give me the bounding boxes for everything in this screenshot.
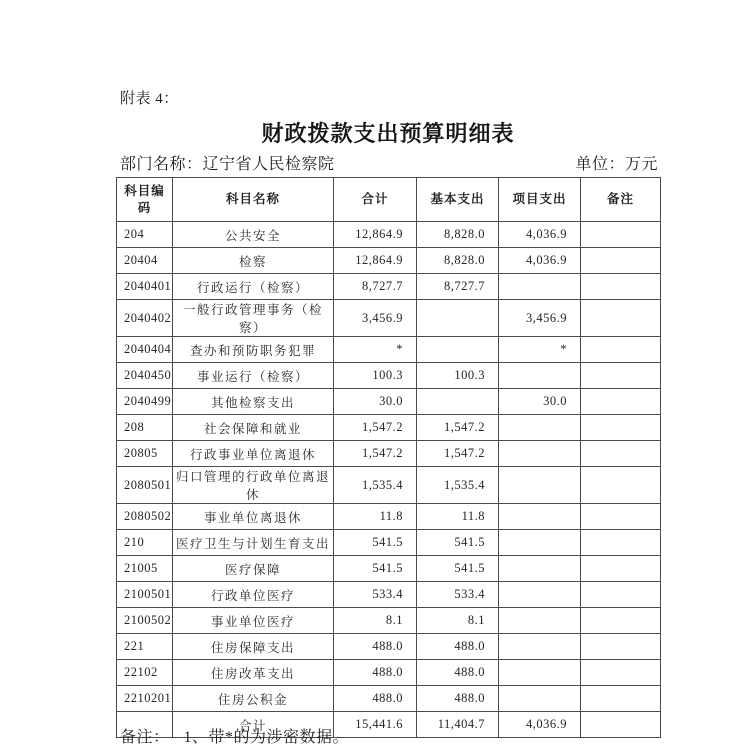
cell-name: 住房公积金 — [173, 686, 334, 712]
cell-note — [581, 608, 661, 634]
cell-name: 事业单位医疗 — [173, 608, 334, 634]
cell-code: 2080502 — [117, 504, 173, 530]
cell-name: 一般行政管理事务（检察） — [173, 300, 334, 337]
cell-note — [581, 582, 661, 608]
cell-code: 22102 — [117, 660, 173, 686]
footnote-label: 备注： — [120, 729, 170, 746]
cell-code: 221 — [117, 634, 173, 660]
cell-total: 15,441.6 — [334, 712, 417, 738]
table-row — [117, 300, 661, 337]
cell-project: 4,036.9 — [499, 712, 581, 738]
cell-name: 合计 — [173, 712, 334, 738]
cell-code: 2040404 — [117, 337, 173, 363]
cell-note — [581, 556, 661, 582]
cell-basic: 8.1 — [417, 608, 499, 634]
cell-note — [581, 222, 661, 248]
cell-code: 2040450 — [117, 363, 173, 389]
cell-total: 1,535.4 — [334, 467, 417, 504]
cell-name: 行政事业单位离退休 — [173, 441, 334, 467]
cell-basic: 488.0 — [417, 634, 499, 660]
cell-note — [581, 248, 661, 274]
cell-name: 住房保障支出 — [173, 634, 334, 660]
cell-basic: 8,828.0 — [417, 248, 499, 274]
cell-project — [499, 608, 581, 634]
cell-note — [581, 274, 661, 300]
cell-name: 事业单位离退休 — [173, 504, 334, 530]
cell-project: 3,456.9 — [499, 300, 581, 337]
cell-name: 检察 — [173, 248, 334, 274]
header-basic-expense: 基本支出 — [417, 178, 499, 222]
cell-basic: 541.5 — [417, 556, 499, 582]
cell-total: 1,547.2 — [334, 415, 417, 441]
cell-project: 30.0 — [499, 389, 581, 415]
cell-basic: 1,547.2 — [417, 441, 499, 467]
cell-total: 488.0 — [334, 686, 417, 712]
cell-code: 2040499 — [117, 389, 173, 415]
cell-code: 20404 — [117, 248, 173, 274]
cell-name: 公共安全 — [173, 222, 334, 248]
header-subject-code: 科目编码 — [117, 178, 173, 222]
cell-project — [499, 686, 581, 712]
cell-note — [581, 363, 661, 389]
cell-note — [581, 415, 661, 441]
cell-basic: 11.8 — [417, 504, 499, 530]
cell-name: 归口管理的行政单位离退休 — [173, 467, 334, 504]
cell-name: 其他检察支出 — [173, 389, 334, 415]
cell-name: 医疗卫生与计划生育支出 — [173, 530, 334, 556]
cell-total: 11.8 — [334, 504, 417, 530]
table-row — [117, 363, 661, 389]
cell-code: 20805 — [117, 441, 173, 467]
table-row — [117, 274, 661, 300]
cell-note — [581, 634, 661, 660]
page-title: 财政拨款支出预算明细表 — [261, 121, 515, 146]
cell-basic: 1,535.4 — [417, 467, 499, 504]
table-row — [117, 660, 661, 686]
table-header-row — [117, 178, 661, 222]
table-row — [117, 441, 661, 467]
table-row — [117, 634, 661, 660]
header-project-expense: 项目支出 — [499, 178, 581, 222]
cell-total: 8.1 — [334, 608, 417, 634]
department-name: 部门名称：辽宁省人民检察院 — [120, 156, 335, 173]
cell-name: 行政运行（检察） — [173, 274, 334, 300]
table-row — [117, 467, 661, 504]
cell-basic: 8,828.0 — [417, 222, 499, 248]
table-row — [117, 248, 661, 274]
cell-name: 行政单位医疗 — [173, 582, 334, 608]
cell-name: 医疗保障 — [173, 556, 334, 582]
table-row — [117, 337, 661, 363]
header-remark: 备注 — [581, 178, 661, 222]
unit-label: 单位：万元 — [575, 156, 658, 173]
cell-total: * — [334, 337, 417, 363]
cell-note — [581, 441, 661, 467]
cell-basic: 541.5 — [417, 530, 499, 556]
cell-basic: 11,404.7 — [417, 712, 499, 738]
cell-name: 事业运行（检察） — [173, 363, 334, 389]
cell-note — [581, 467, 661, 504]
cell-total: 8,727.7 — [334, 274, 417, 300]
cell-basic — [417, 389, 499, 415]
cell-note — [581, 300, 661, 337]
cell-project: 4,036.9 — [499, 222, 581, 248]
cell-code: 2080501 — [117, 467, 173, 504]
header-total: 合计 — [334, 178, 417, 222]
table-row — [117, 389, 661, 415]
cell-note — [581, 389, 661, 415]
cell-project — [499, 504, 581, 530]
footnote-text: 1、带*的为涉密数据。 — [183, 729, 350, 746]
cell-project — [499, 530, 581, 556]
cell-project — [499, 634, 581, 660]
cell-total: 488.0 — [334, 660, 417, 686]
meta-row — [116, 151, 660, 174]
cell-basic: 8,727.7 — [417, 274, 499, 300]
table-body — [117, 222, 661, 738]
cell-total: 12,864.9 — [334, 248, 417, 274]
cell-project — [499, 415, 581, 441]
cell-note — [581, 504, 661, 530]
cell-code: 2100502 — [117, 608, 173, 634]
cell-note — [581, 530, 661, 556]
cell-project — [499, 556, 581, 582]
cell-project: 4,036.9 — [499, 248, 581, 274]
cell-basic: 1,547.2 — [417, 415, 499, 441]
cell-basic: 100.3 — [417, 363, 499, 389]
cell-project — [499, 274, 581, 300]
cell-note — [581, 337, 661, 363]
cell-project — [499, 660, 581, 686]
cell-project — [499, 582, 581, 608]
budget-table — [116, 177, 661, 738]
cell-basic — [417, 337, 499, 363]
table-row — [117, 504, 661, 530]
footnote — [120, 724, 349, 747]
cell-project — [499, 467, 581, 504]
table-row — [117, 582, 661, 608]
cell-basic: 488.0 — [417, 660, 499, 686]
cell-basic: 488.0 — [417, 686, 499, 712]
cell-note — [581, 712, 661, 738]
header-subject-name: 科目名称 — [173, 178, 334, 222]
cell-code: 21005 — [117, 556, 173, 582]
cell-total: 488.0 — [334, 634, 417, 660]
cell-code: 2100501 — [117, 582, 173, 608]
cell-code: 208 — [117, 415, 173, 441]
cell-basic — [417, 300, 499, 337]
cell-total: 100.3 — [334, 363, 417, 389]
cell-total: 3,456.9 — [334, 300, 417, 337]
cell-project — [499, 441, 581, 467]
cell-project: * — [499, 337, 581, 363]
cell-project — [499, 363, 581, 389]
cell-code: 204 — [117, 222, 173, 248]
table-row — [117, 556, 661, 582]
cell-total: 1,547.2 — [334, 441, 417, 467]
cell-name: 社会保障和就业 — [173, 415, 334, 441]
table-row — [117, 222, 661, 248]
appendix-label: 附表 4： — [120, 91, 179, 107]
cell-total: 541.5 — [334, 556, 417, 582]
cell-code: 2040402 — [117, 300, 173, 337]
cell-total: 533.4 — [334, 582, 417, 608]
cell-note — [581, 686, 661, 712]
cell-total: 30.0 — [334, 389, 417, 415]
cell-total: 541.5 — [334, 530, 417, 556]
cell-name: 查办和预防职务犯罪 — [173, 337, 334, 363]
cell-code: 2210201 — [117, 686, 173, 712]
cell-note — [581, 660, 661, 686]
cell-code: 210 — [117, 530, 173, 556]
table-row — [117, 686, 661, 712]
table-row — [117, 415, 661, 441]
cell-total: 12,864.9 — [334, 222, 417, 248]
cell-code: 2040401 — [117, 274, 173, 300]
cell-basic: 533.4 — [417, 582, 499, 608]
cell-name: 住房改革支出 — [173, 660, 334, 686]
table-row — [117, 530, 661, 556]
table-row — [117, 608, 661, 634]
